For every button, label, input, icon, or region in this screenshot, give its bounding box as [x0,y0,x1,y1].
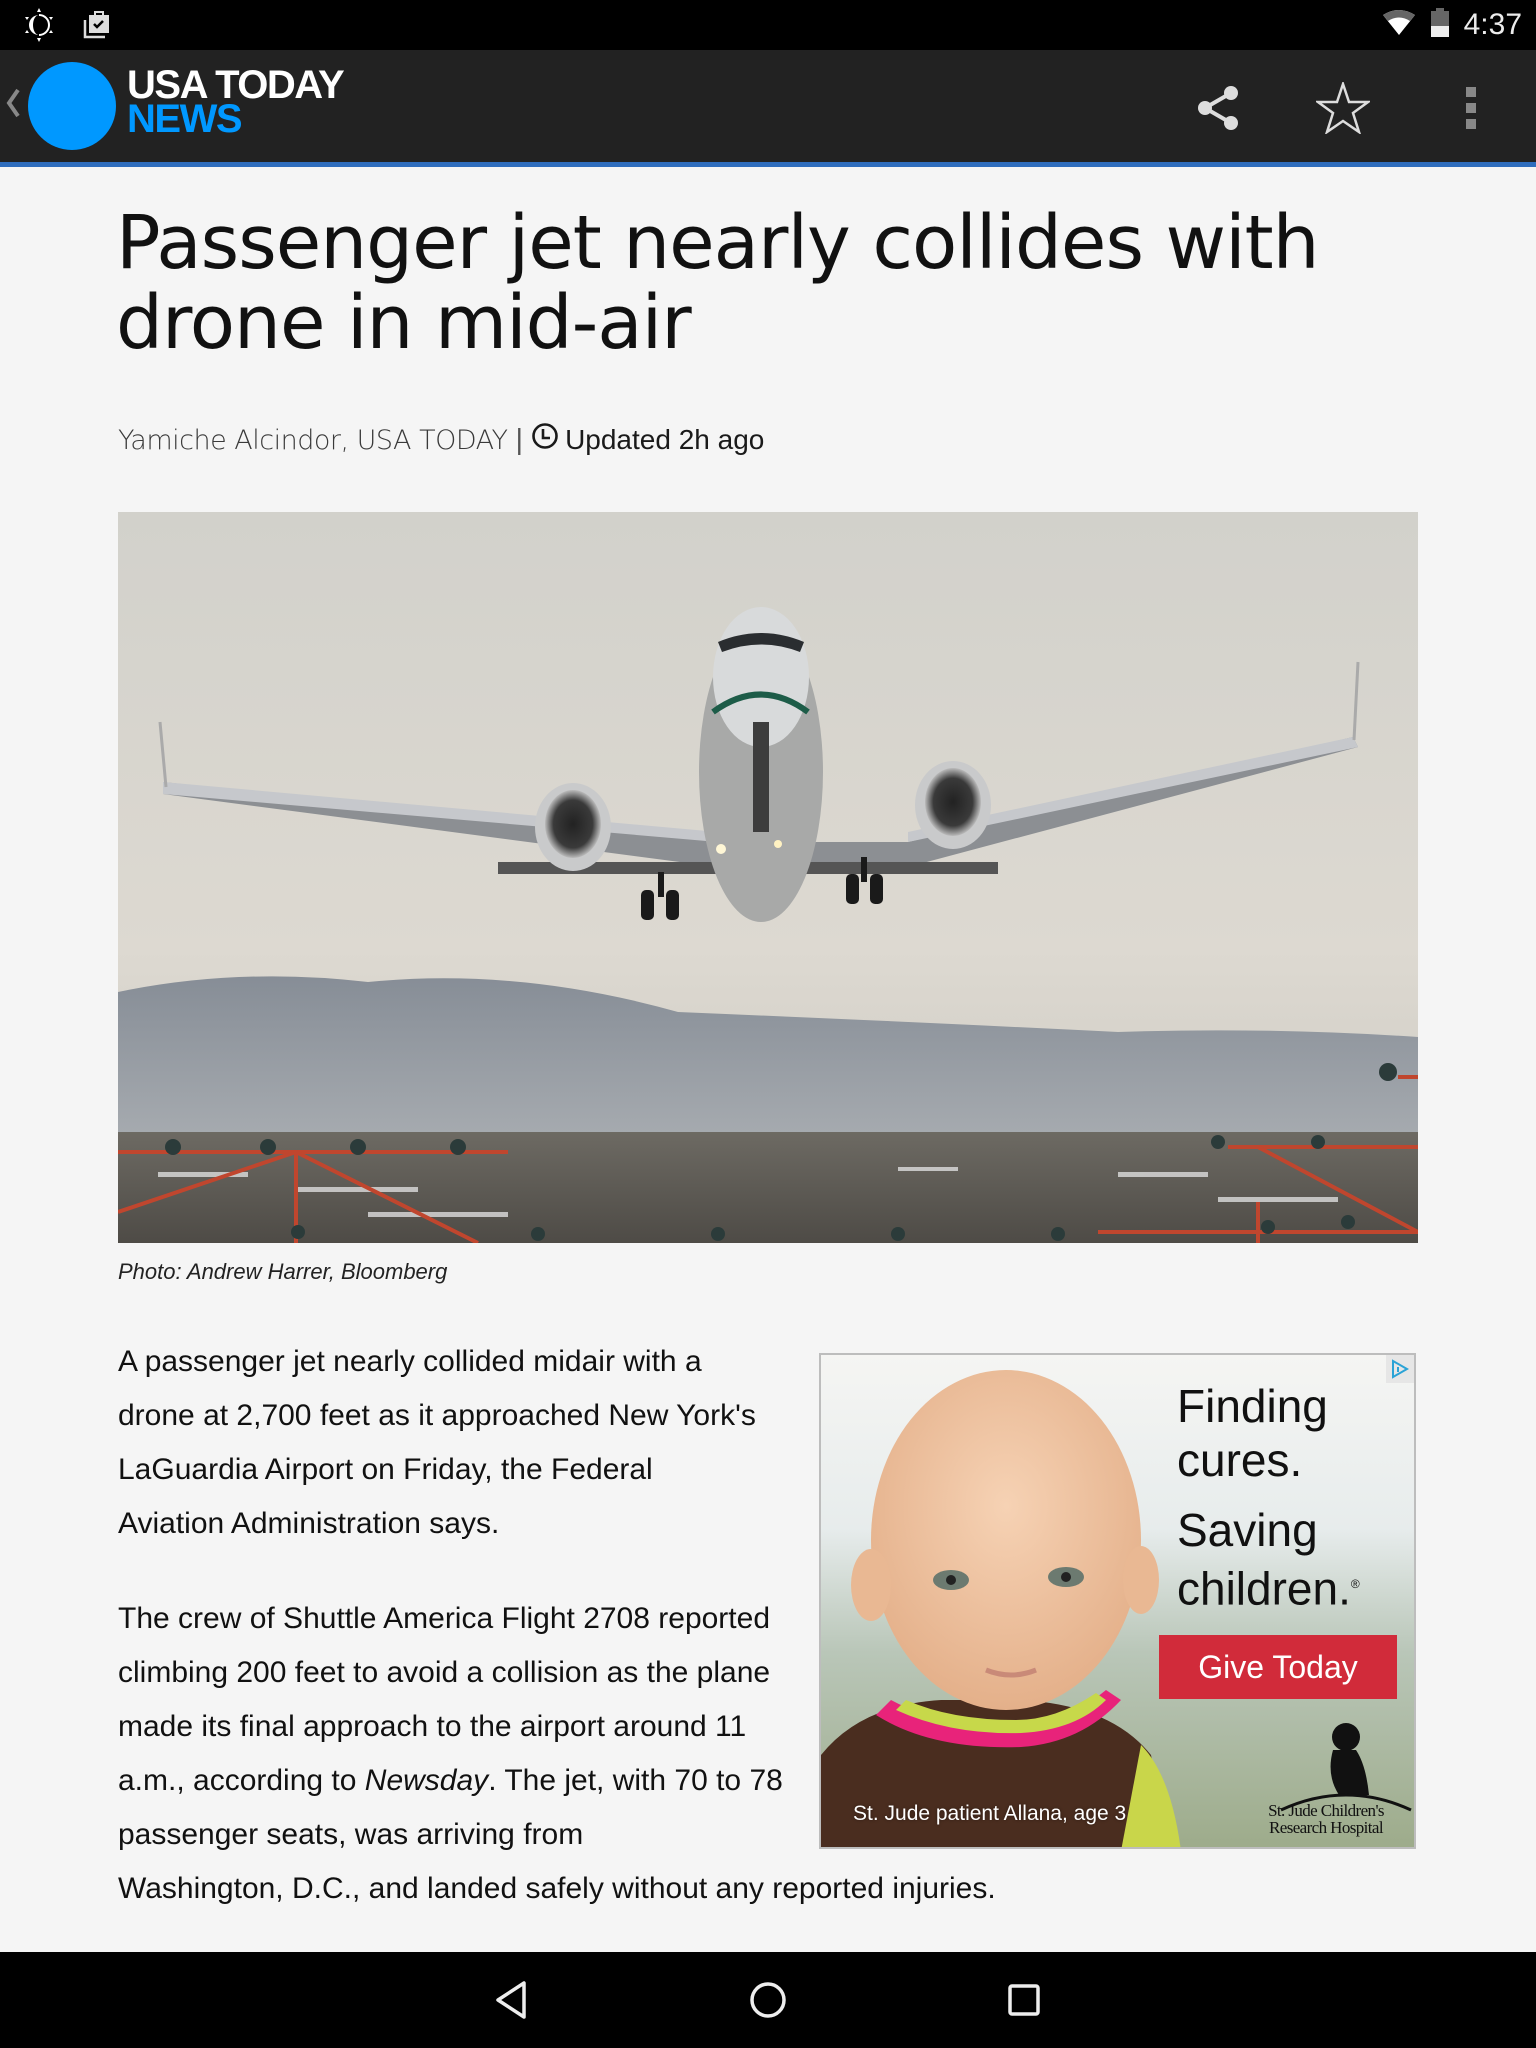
nav-home-button[interactable] [736,1970,800,2030]
photo-caption: Photo: Andrew Harrer, Bloomberg [118,1259,448,1284]
article-photo[interactable] [118,512,1418,1243]
logo-circle-icon [28,62,116,150]
clock: 4:37 [1463,8,1522,41]
advertisement[interactable] [819,1353,1416,1849]
favorite-button[interactable] [1315,80,1371,136]
article-content[interactable] [0,167,1536,1952]
logo-news: NEWS [127,97,241,141]
overflow-menu-button[interactable] [1443,80,1499,136]
status-bar [0,0,1536,50]
author: Yamiche Alcindor, USA TODAY [118,424,508,456]
updated-timestamp: Updated 2h ago [565,424,765,455]
home-icon [748,1980,788,2020]
article-paragraph-2: The crew of Shuttle America Flight 2708 reported climbing 200 feet to avoid a collision as the plane made its final approach to the airport around 11 a.m., according to Newsday. The jet, with 70 to 78 passenger seats, was arriving from Washington, D.C., and landed safely without any reported injuries. [118,1602,996,1905]
back-icon [494,1980,530,2020]
app-bar [0,50,1536,162]
wifi-icon [1382,9,1416,42]
nav-recents-button[interactable] [992,1970,1056,2030]
star-icon [1316,82,1370,134]
clock-icon [531,422,559,458]
article-paragraph-1: A passenger jet nearly collided midair with a drone at 2,700 feet as it approached New York's LaGuardia Airport on Friday, the Federal Aviation Administration says. [118,1345,756,1540]
ad-choices-icon[interactable] [1386,1355,1414,1383]
publication-name: Newsday [364,1764,489,1797]
share-icon [1195,84,1241,132]
ad-patient-caption: St. Jude patient Allana, age 3 [853,1802,1127,1825]
recents-icon [1007,1983,1041,2017]
brightness-icon [22,8,56,47]
back-chevron-icon[interactable] [6,88,20,118]
system-nav-bar [0,1952,1536,2048]
nav-back-button[interactable] [480,1970,544,2030]
shopping-bag-check-icon [82,10,112,45]
ad-headline: Finding cures. Saving children.® [1177,1380,1360,1615]
byline-separator: | [515,423,524,456]
overflow-menu-icon [1465,86,1477,130]
st-jude-logo: St. Jude Children's Research Hospital [1268,1801,1384,1837]
article-title: Passenger jet nearly collides with drone in mid-air [116,200,1319,366]
byline [118,422,764,458]
battery-icon [1430,8,1450,43]
logo-usa-today: USA TODAY [127,63,344,107]
give-today-button[interactable]: Give Today [1159,1635,1397,1699]
share-button[interactable] [1190,80,1246,136]
